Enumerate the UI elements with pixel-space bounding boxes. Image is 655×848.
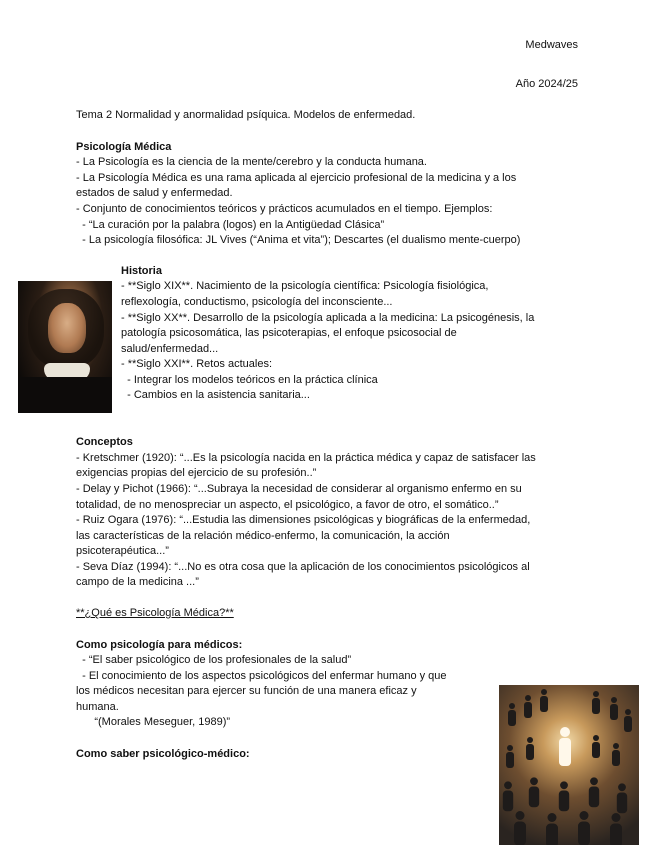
paragraph-line: campo de la medicina ...” (76, 576, 199, 588)
paragraph-line: - Cambios en la asistencia sanitaria... (121, 389, 310, 401)
crowd-figure (545, 813, 560, 845)
paragraph-line: reflexología, conductismo, psicología del inconsciente... (121, 296, 393, 308)
paragraph-line: - La psicología filosófica: JL Vives (“Anima et vita”); Descartes (el dualismo mente-cuerpo) (76, 234, 521, 246)
standout-figure (555, 727, 575, 767)
author-label: Medwaves (525, 39, 578, 51)
paragraph-line: - **Siglo XXI**. Retos actuales: (121, 358, 273, 370)
paragraph-line: - La Psicología Médica es una rama aplicada al ejercicio profesional de la medicina y a los (76, 172, 517, 184)
paragraph-line: patología psicosomática, las psicoterapias, el enfoque psicosocial de (121, 327, 457, 339)
paragraph-line: las características de la relación médico-enfermo, la comunicación, la acción (76, 530, 450, 542)
crowd-figure (507, 703, 517, 727)
crowd-figure (616, 783, 629, 814)
crowd-figure (609, 697, 619, 721)
portrait-face (48, 303, 86, 353)
paragraph-line: salud/enfermedad... (121, 343, 219, 355)
paragraph-line: exigencias propias del ejercicio de su profesión..” (76, 467, 317, 479)
section-heading-psicologia-medica: Psicología Médica (76, 141, 172, 153)
crowd-figure (523, 695, 533, 719)
paragraph-line: - Delay y Pichot (1966): “...Subraya la necesidad de considerar al organismo enfermo en su (76, 483, 522, 495)
paragraph-line: - **Siglo XIX**. Nacimiento de la psicología científica: Psicología fisiológica, (121, 280, 489, 292)
year-label: Año 2024/25 (515, 78, 578, 90)
crowd-figure (577, 811, 592, 845)
crowd-figure (609, 813, 624, 845)
paragraph-line: los médicos necesitan para ejercer su función de una manera eficaz y (76, 685, 417, 697)
paragraph-line: - “La curación por la palabra (logos) en la Antigüedad Clásica” (76, 219, 385, 231)
paragraph-line: estados de salud y enfermedad. (76, 187, 233, 199)
paragraph-line: psicoterapéutica...” (76, 545, 169, 557)
section-heading-historia: Historia (121, 265, 162, 277)
descartes-portrait-image (18, 281, 112, 413)
crowd-figure (502, 781, 515, 812)
section-heading-saber: Como saber psicológico-médico: (76, 748, 250, 760)
paragraph-line: - Seva Díaz (1994): “...No es otra cosa que la aplicación de los conocimientos psicológicos al (76, 561, 530, 573)
crowd-figure (588, 777, 601, 808)
paragraph-line: totalidad, de no menospreciar un aspecto, el psicológico, a favor de otro, el somático..” (76, 499, 499, 511)
citation-line: “(Morales Meseguer, 1989)” (76, 716, 231, 728)
crowd-figure (525, 737, 535, 761)
portrait-coat (18, 377, 112, 413)
paragraph-line: humana. (76, 701, 119, 713)
crowd-figure (591, 735, 601, 759)
crowd-figure (505, 745, 515, 769)
crowd-figure (513, 811, 528, 845)
paragraph-line: - Ruiz Ogara (1976): “...Estudia las dimensiones psicológicas y biográficas de la enfermedad, (76, 514, 531, 526)
crowd-figure (539, 689, 549, 713)
crowd-illustration-image (499, 685, 639, 845)
crowd-figure (528, 777, 541, 808)
section-heading-para-medicos: Como psicología para médicos: (76, 639, 243, 651)
document-title: Tema 2 Normalidad y anormalidad psíquica. Modelos de enfermedad. (76, 109, 416, 121)
paragraph-line: - “El saber psicológico de los profesionales de la salud” (76, 654, 352, 666)
paragraph-line: - **Siglo XX**. Desarrollo de la psicología aplicada a la medicina: La psicogénesis, la (121, 312, 535, 324)
crowd-figure (623, 709, 633, 733)
paragraph-line: - La Psicología es la ciencia de la mente/cerebro y la conducta humana. (76, 156, 427, 168)
crowd-figure (611, 743, 621, 767)
paragraph-line: - Kretschmer (1920): “...Es la psicología nacida en la práctica médica y capaz de satisfacer las (76, 452, 536, 464)
crowd-figure (558, 781, 571, 812)
paragraph-line: - Conjunto de conocimientos teóricos y prácticos acumulados en el tiempo. Ejemplos: (76, 203, 493, 215)
crowd-figure (591, 691, 601, 715)
paragraph-line: - Integrar los modelos teóricos en la práctica clínica (121, 374, 378, 386)
section-heading-conceptos: Conceptos (76, 436, 133, 448)
section-heading-que-es: **¿Qué es Psicología Médica?** (76, 607, 234, 619)
paragraph-line: - El conocimiento de los aspectos psicológicos del enfermar humano y que (76, 670, 447, 682)
